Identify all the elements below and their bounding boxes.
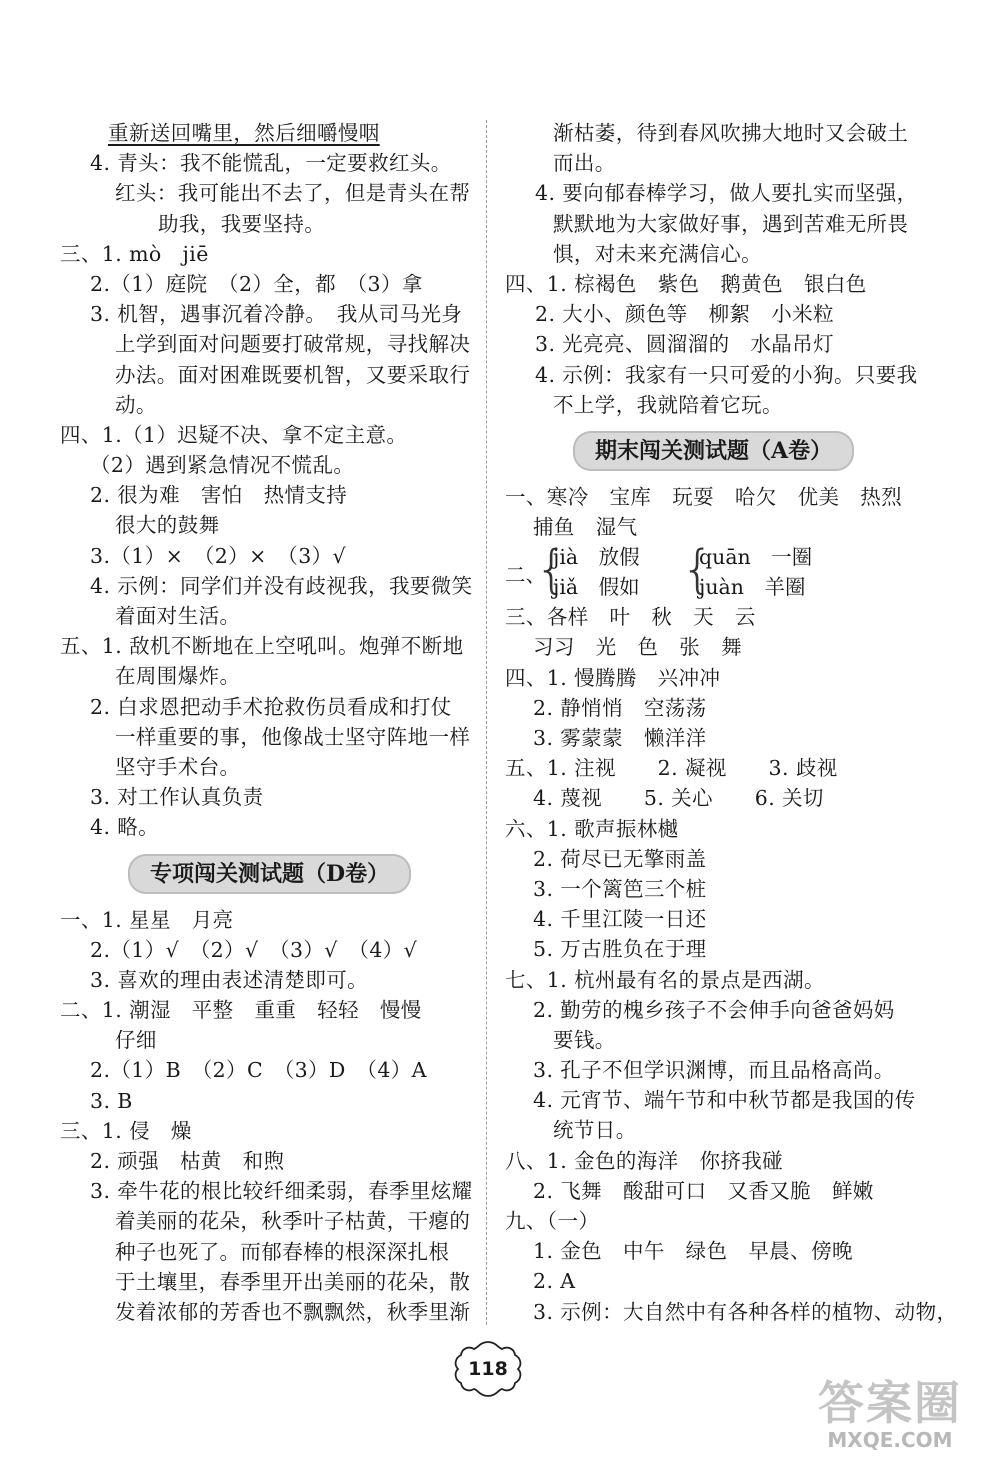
answer-text: 五、1. 敌机不断地在上空吼叫。炮弹不断地 <box>60 634 464 659</box>
watermark-logo: 答案圈 <box>818 1376 962 1430</box>
answer-line <box>505 329 925 359</box>
answer-line <box>60 239 470 269</box>
answer-text: 种子也死了。而郁春棒的根深深扎根 <box>115 1239 450 1264</box>
answer-text: 重新送回嘴里，然后细嚼慢咽 <box>108 121 380 145</box>
answer-line <box>60 1297 470 1327</box>
answer-line <box>505 1236 925 1266</box>
page-number: 118 <box>468 1358 508 1380</box>
page-number-badge <box>452 1338 524 1400</box>
answer-line <box>60 722 470 752</box>
answer-line <box>60 299 470 329</box>
answer-line <box>505 753 925 783</box>
answer-line <box>505 299 925 329</box>
answer-text: 4. 千里江陵一日还 <box>533 907 707 932</box>
answer-line <box>505 602 925 632</box>
answer-text: 上学到面对问题要打破常规，寻找解决 <box>115 332 471 357</box>
pinyin-answer: juàn 羊圈 <box>699 575 806 600</box>
answer-text: 4. 示例：同学们并没有歧视我，我要微笑 <box>90 573 473 598</box>
answer-text: 于土壤里，春季里开出美丽的花朵，散 <box>115 1269 471 1294</box>
answer-text: 默默地为大家做好事，遇到苦难无所畏 <box>553 211 909 236</box>
answer-line <box>60 812 470 842</box>
answer-text: 着美丽的花朵，秋季叶子枯黄，干瘪的 <box>115 1209 471 1234</box>
answer-text: 捕鱼 湿气 <box>533 515 638 540</box>
answer-line <box>60 209 470 239</box>
answer-line <box>60 480 470 510</box>
answer-text: 2. 顽强 枯黄 和煦 <box>90 1149 285 1173</box>
answer-text: 红头：我可能出不去了，但是青头在帮 <box>115 181 471 206</box>
answer-line <box>60 510 470 540</box>
answer-line <box>60 965 470 995</box>
answer-line <box>505 390 925 420</box>
answer-text: 2. 飞舞 酸甜可口 又香又脆 鲜嫩 <box>533 1178 874 1203</box>
answer-text: 惧，对未来充满信心。 <box>553 241 762 266</box>
answer-line <box>505 723 925 753</box>
answer-text: 4. 略。 <box>90 815 160 840</box>
answer-text: 很大的鼓舞 <box>115 513 220 538</box>
answer-line <box>505 482 925 512</box>
answer-text: 4. 元宵节、端午节和中秋节都是我国的传 <box>533 1088 916 1113</box>
answer-line <box>60 329 470 359</box>
answer-line <box>505 934 925 964</box>
answer-text: 六、1. 歌声振林樾 <box>505 816 679 841</box>
answer-line <box>505 904 925 934</box>
left-brace: { <box>535 540 569 601</box>
left-column <box>60 118 473 1327</box>
answer-text: 2.（1）庭院 （2）全，都 （3）拿 <box>90 271 423 296</box>
answer-text: 办法。面对困难既要机智，又要采取行 <box>115 362 471 387</box>
answer-line <box>505 1115 925 1145</box>
answer-text: 四、1. 慢腾腾 兴冲冲 <box>505 665 721 690</box>
answer-text: 四、1.（1）迟疑不决、拿不定主意。 <box>60 422 408 447</box>
answer-text: 3. 孔子不但学识渊博，而且品格高尚。 <box>533 1058 895 1083</box>
answer-line <box>505 1206 925 1236</box>
answer-line <box>60 692 470 722</box>
answer-text: 七、1. 杭州最有名的景点是西湖。 <box>505 967 825 992</box>
answer-text: 5. 万古胜负在于理 <box>533 937 707 962</box>
answer-text: 九、（一） <box>505 1209 600 1233</box>
answer-text: 一、1. 星星 月亮 <box>60 907 234 932</box>
answer-text: 统节日。 <box>553 1118 637 1143</box>
answer-line <box>60 935 470 965</box>
answer-line <box>60 1116 470 1146</box>
watermark-url: MXQE.COM <box>827 1428 953 1452</box>
answer-text: 不上学，我就陪着它玩。 <box>553 392 783 417</box>
answer-line <box>60 1025 470 1055</box>
section-banner <box>60 843 470 905</box>
answer-line <box>60 1055 470 1085</box>
answer-line <box>60 1206 470 1236</box>
answer-text: 要钱。 <box>553 1027 616 1052</box>
answer-line <box>60 118 470 148</box>
answer-text: 而出。 <box>553 151 616 176</box>
answer-line <box>505 178 925 208</box>
answer-line <box>60 1086 470 1116</box>
answer-line <box>505 783 925 813</box>
answer-line <box>60 178 470 208</box>
question-label: 二、 <box>505 563 546 588</box>
answer-line <box>505 874 925 904</box>
answer-line <box>60 995 470 1025</box>
watermark <box>790 1378 990 1458</box>
answer-text: 3. 示例：大自然中有各种各样的植物、动物， <box>533 1299 958 1324</box>
answer-text: 2. 大小、颜色等 柳絮 小米粒 <box>535 302 834 327</box>
answer-line <box>505 693 925 723</box>
answer-line <box>505 148 925 178</box>
answer-text: 八、1. 金色的海洋 你挤我碰 <box>505 1148 784 1173</box>
answer-text: 2. 很为难 害怕 热情支持 <box>90 483 348 508</box>
right-column <box>505 118 958 1327</box>
answer-line <box>505 1266 925 1296</box>
answer-text: 动。 <box>115 392 157 417</box>
answer-text: 三、1. mò jiē <box>60 241 209 266</box>
answer-line <box>60 390 470 420</box>
column-divider <box>486 120 488 1325</box>
answer-text: 发着浓郁的芳香也不飘飘然，秋季里渐 <box>115 1299 471 1324</box>
answer-text: 2.（1）B （2）C （3）D （4）A <box>90 1058 427 1083</box>
answer-line <box>60 601 470 631</box>
answer-text: 4. 蔑视 5. 关心 6. 关切 <box>533 786 824 811</box>
answer-text: 2. A <box>533 1269 576 1294</box>
answer-line <box>60 269 470 299</box>
answer-text: 四、1. 棕褐色 紫色 鹅黄色 银白色 <box>505 271 867 296</box>
answer-line <box>60 571 473 601</box>
answer-text: 3. 一个篱笆三个桩 <box>533 876 707 901</box>
section-banner <box>505 420 925 482</box>
answer-text: 2. 荷尽已无擎雨盖 <box>533 846 707 871</box>
answer-text: 五、1. 注视 2. 凝视 3. 歧视 <box>505 756 838 781</box>
answer-text: 一、寒冷 宝库 玩耍 哈欠 优美 热烈 <box>505 484 903 509</box>
answer-line <box>505 1085 925 1115</box>
answer-line <box>505 1297 958 1327</box>
left-brace: { <box>681 540 715 601</box>
answer-text: 4. 要向郁春棒学习，做人要扎实而坚强， <box>535 181 918 206</box>
answer-line <box>60 541 470 571</box>
answer-line <box>505 1025 925 1055</box>
answer-text: 2. 静悄悄 空荡荡 <box>533 695 707 720</box>
answer-text: 4. 青头：我不能慌乱，一定要救红头。 <box>90 151 452 176</box>
answer-line <box>505 209 925 239</box>
answer-line <box>60 420 470 450</box>
answer-line <box>60 631 470 661</box>
answer-text: 二、1. 潮湿 平整 重重 轻轻 慢慢 <box>60 998 422 1023</box>
section-title: 专项闯关测试题（D卷） <box>128 854 411 894</box>
answer-line <box>505 360 925 390</box>
answer-text: 2. 勤劳的槐乡孩子不会伸手向爸爸妈妈 <box>533 997 895 1022</box>
answer-line <box>505 118 925 148</box>
answer-line <box>60 1267 470 1297</box>
answer-text: 3. 雾蒙蒙 懒洋洋 <box>533 726 707 750</box>
answer-line <box>505 512 925 542</box>
answer-line <box>505 1146 925 1176</box>
answer-text: 3. 牵牛花的根比较纤细柔弱，春季里炫耀 <box>90 1179 473 1204</box>
answer-text: 3. 对工作认真负责 <box>90 785 264 810</box>
answer-line <box>505 1176 925 1206</box>
answer-text: 4. 示例：我家有一只可爱的小狗。只要我 <box>535 362 918 387</box>
answer-line <box>60 661 470 691</box>
answer-text: 坚守手术台。 <box>115 754 241 779</box>
answer-line <box>505 965 925 995</box>
answer-line <box>60 1146 470 1176</box>
answer-text: 3. B <box>90 1088 133 1113</box>
answer-text: 渐枯萎，待到春风吹拂大地时又会破土 <box>553 121 909 145</box>
answer-text: 三、各样 叶 秋 天 云 <box>505 605 756 630</box>
answer-text: 3. 机智，遇事沉着冷静。 我从司马光身 <box>90 302 463 327</box>
answer-line <box>60 1237 470 1267</box>
answer-line <box>505 239 925 269</box>
answer-text: 一样重要的事，他像战士坚守阵地一样 <box>115 724 471 749</box>
answer-line <box>505 844 925 874</box>
answer-text: 仔细 <box>115 1028 157 1053</box>
answer-line <box>505 814 925 844</box>
answer-line <box>505 632 925 662</box>
answer-text: 3. 光亮亮、圆溜溜的 水晶吊灯 <box>535 332 834 357</box>
answer-line <box>505 663 925 693</box>
answer-line <box>60 752 470 782</box>
pinyin-answer: jiǎ 假如 <box>553 575 640 600</box>
answer-line <box>60 782 470 812</box>
pinyin-answer: quān 一圈 <box>699 545 813 570</box>
answer-line <box>60 148 470 178</box>
answer-line <box>60 450 470 480</box>
answer-text: 1. 金色 中午 绿色 早晨、傍晚 <box>533 1239 853 1264</box>
answer-text: 助我，我要坚持。 <box>158 211 326 236</box>
answer-text: （2）遇到紧急情况不慌乱。 <box>90 453 355 478</box>
answer-line <box>505 269 925 299</box>
answer-line <box>60 360 470 390</box>
answer-text: 在周围爆炸。 <box>115 664 241 689</box>
answer-line <box>60 1176 473 1206</box>
section-title: 期末闯关测试题（A卷） <box>573 431 854 471</box>
answer-text: 三、1. 侵 燥 <box>60 1118 192 1143</box>
answer-text: 3. 喜欢的理由表述清楚即可。 <box>90 967 369 992</box>
answer-text: 着面对生活。 <box>115 604 241 628</box>
answer-line <box>60 905 470 935</box>
answer-text: 2.（1）√ （2）√ （3）√ （4）√ <box>90 937 418 962</box>
answer-line <box>505 995 925 1025</box>
answer-text: 习习 光 色 张 舞 <box>533 635 742 660</box>
pinyin-answer: jià 放假 <box>553 545 640 570</box>
answer-line <box>505 1055 925 1085</box>
answer-text: 3.（1）× （2）× （3）√ <box>90 543 347 568</box>
pinyin-brace-question <box>505 542 925 602</box>
answer-text: 2. 白求恩把动手术抢救伤员看成和打仗 <box>90 694 452 719</box>
